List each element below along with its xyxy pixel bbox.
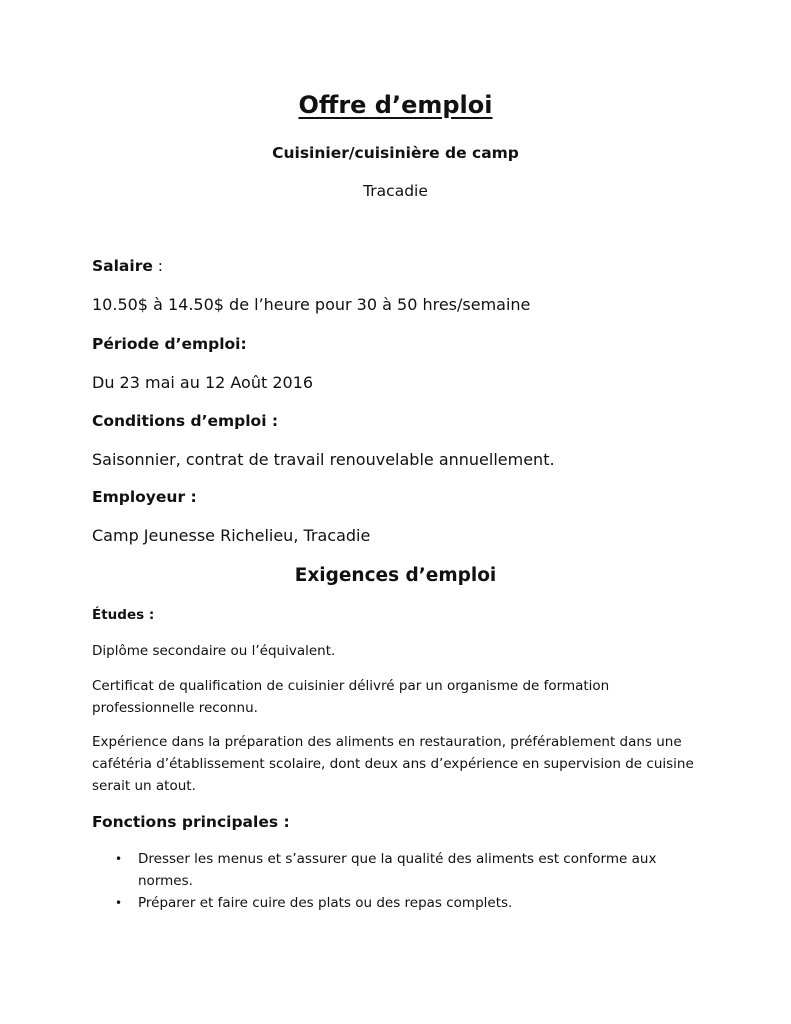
- salary-value: 10.50$ à 14.50$ de l’heure pour 30 à 50 hres/semaine: [92, 295, 531, 314]
- period-value: Du 23 mai au 12 Août 2016: [92, 373, 314, 392]
- duty-text: Préparer et faire cuire des plats ou des repas complets.: [138, 895, 513, 911]
- list-item: [115, 892, 715, 914]
- salary-label-text: Salaire: [92, 257, 153, 275]
- requirements-heading: Exigences d’emploi: [294, 565, 497, 586]
- requirement-paragraph: Expérience dans la préparation des aliments en restauration, préférablement dans une cafétéria d’établissement scolaire, dont deux ans d’expérience en supervision de cuisine serait un atout.: [92, 734, 694, 794]
- bullet-icon: •: [115, 896, 123, 910]
- page-title: Offre d’emploi: [298, 91, 493, 119]
- salary-label-colon: :: [152, 257, 164, 275]
- duty-text: Dresser les menus et s’assurer que la qualité des aliments est conforme aux normes.: [138, 851, 657, 889]
- education-label: Études :: [92, 607, 155, 623]
- period-label: Période d’emploi:: [92, 335, 247, 353]
- conditions-value: Saisonnier, contrat de travail renouvelable annuellement.: [92, 450, 555, 469]
- requirement-paragraph: Diplôme secondaire ou l’équivalent.: [92, 643, 336, 659]
- job-location: Tracadie: [363, 182, 428, 200]
- salary-label: [92, 257, 163, 275]
- duties-list: [115, 848, 715, 914]
- duties-heading: Fonctions principales :: [92, 813, 290, 831]
- requirement-paragraph: Certificat de qualification de cuisinier délivré par un organisme de formation professionnelle reconnu.: [92, 678, 610, 716]
- conditions-label: Conditions d’emploi :: [92, 412, 279, 430]
- employer-label: Employeur :: [92, 488, 197, 506]
- employer-value: Camp Jeunesse Richelieu, Tracadie: [92, 526, 371, 545]
- list-item: [115, 848, 715, 892]
- job-title: Cuisinier/cuisinière de camp: [272, 144, 519, 162]
- bullet-icon: •: [115, 852, 123, 866]
